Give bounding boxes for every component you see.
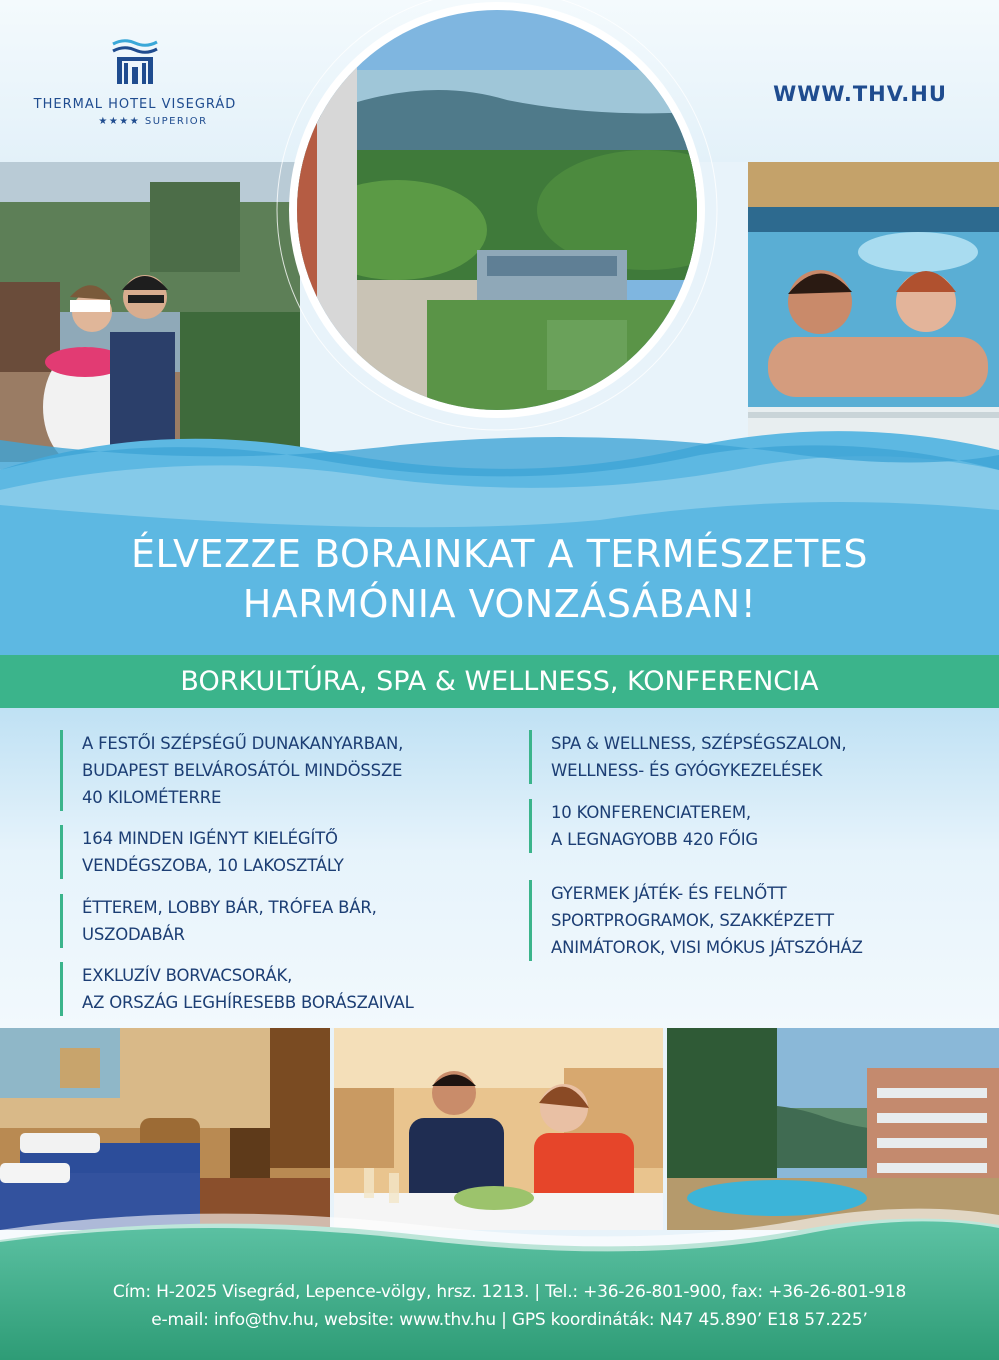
website-link[interactable]: WWW.THV.HU: [773, 82, 947, 106]
feature-spa: SPA & WELLNESS, SZÉPSÉGSZALON, WELLNESS- ÉS GYÓGYKEZELÉSEK: [529, 730, 846, 784]
hotel-logo-icon: [110, 38, 160, 86]
hotel-rating: ★★★★ SUPERIOR: [98, 116, 208, 127]
headline-line-2: HARMÓNIA VONZÁSÁBAN!: [242, 582, 757, 626]
feature-conference: 10 KONFERENCIATEREM, A LEGNAGYOBB 420 FŐIG: [529, 799, 758, 853]
circle-frame: [247, 0, 747, 452]
hotel-name: THERMAL HOTEL VISEGRÁD: [33, 97, 237, 112]
feature-kids-programs: GYERMEK JÁTÉK- ÉS FELNŐTT SPORTPROGRAMOK, SZAKKÉPZETT ANIMÁTOROK, VISI MÓKUS JÁTSZÓHÁZ: [529, 880, 863, 961]
feature-wine-dinners: EXKLUZÍV BORVACSORÁK, AZ ORSZÁG LEGHÍRESEBB BORÁSZAIVAL: [60, 962, 414, 1016]
footer-background: [0, 1200, 999, 1360]
sub-headline: BORKULTÚRA, SPA & WELLNESS, KONFERENCIA: [180, 666, 819, 697]
footer-contact: e-mail: info@thv.hu, website: www.thv.hu | GPS koordináták: N47 45.890’ E18 57.225’: [151, 1310, 868, 1330]
feature-location: A FESTŐI SZÉPSÉGŰ DUNAKANYARBAN, BUDAPEST BELVÁROSÁTÓL MINDÖSSZE 40 KILOMÉTERRE: [60, 730, 403, 811]
hotel-logo[interactable]: [30, 38, 240, 127]
footer-address: Cím: H-2025 Visegrád, Lepence-völgy, hrsz. 1213. | Tel.: +36-26-801-900, fax: +36-26-801-918: [112, 1282, 907, 1302]
pool-couple-photo: [748, 162, 999, 462]
feature-rooms: 164 MINDEN IGÉNYT KIELÉGÍTŐ VENDÉGSZOBA, 10 LAKOSZTÁLY: [60, 825, 344, 879]
headline-line-1: ÉLVEZZE BORAINKAT A TERMÉSZETES: [130, 532, 869, 576]
main-headline: [0, 529, 999, 629]
feature-restaurants: ÉTTEREM, LOBBY BÁR, TRÓFEA BÁR, USZODABÁR: [60, 894, 377, 948]
